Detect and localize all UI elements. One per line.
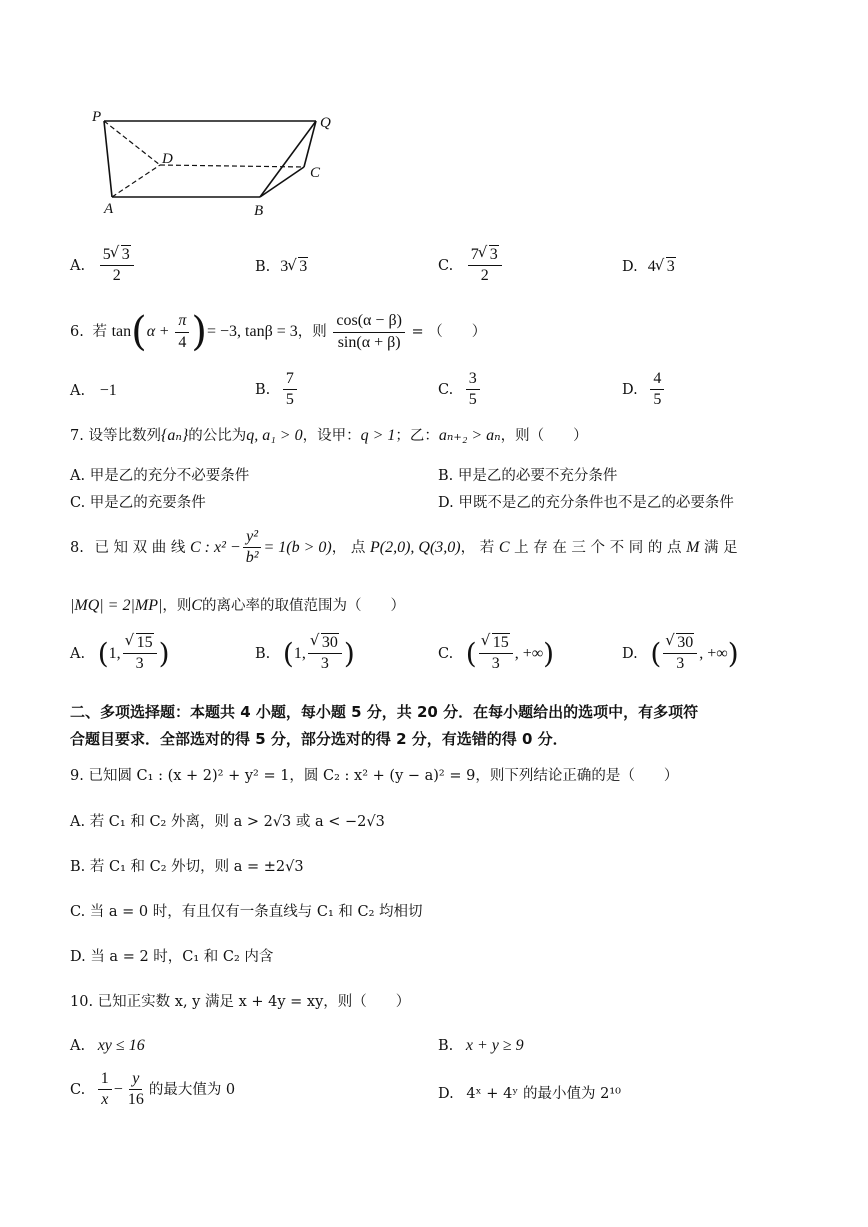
q10-option-c: C. $\frac{1}{x}$ − $\frac{y}{16}$ 的最大值为 0 <box>70 1070 236 1109</box>
fraction-cos-sin: $\frac{\cos(\alpha - \beta)}{\sin(\alpha + \beta)}$ <box>333 312 405 352</box>
q8-option-c: C. ( √ $\frac{15}{3}$ , +∞) <box>438 634 554 674</box>
label-d: D <box>162 151 173 167</box>
fraction-pi-4: $\frac{\pi}{4}$ <box>175 312 189 352</box>
q8-stem-line1: 8. 已 知 双 曲 线 C : x² − $\frac{\text{y²}}{\text{b²}}$ = 1(b > 0)， 点 P(2,0), Q(3,0)， 若 C 上 存 在 三 个 不 同 的 点 M 满 足 <box>70 528 738 567</box>
q5-option-a <box>70 246 136 286</box>
q6-stem: 6. 若 tan(α + $\frac{\pi}{4}$ )= −3, tanβ = 3，则 $\frac{\cos(\alpha - \beta)}{\sin(\alpha + \beta)}$ = （ ） <box>70 309 487 355</box>
q8-option-d: D. ( √ $\frac{30}{3}$ , +∞) <box>622 634 739 674</box>
q5-option-d: D. 4√ 3 <box>622 258 676 276</box>
q9-option-d: D. 当 a = 2 时，C₁ 和 C₂ 内含 <box>70 949 274 965</box>
section-2-heading-line1: 二、多项选择题：本题共 4 小题，每小题 5 分，共 20 分．在每小题给出的选项中，有多项符 <box>70 703 699 721</box>
option-letter: D. <box>622 259 638 275</box>
label-c: C <box>310 165 321 181</box>
q8-option-a: A. (1, √ $\frac{15}{3}$ ) <box>70 634 170 674</box>
option-letter: C. <box>438 257 454 274</box>
label-a: A <box>104 201 114 217</box>
q8-option-b: B. (1, √ $\frac{30}{3}$ ) <box>255 634 355 674</box>
option-letter: A. <box>70 257 86 274</box>
section-2-heading-line2: 合题目要求．全部选对的得 5 分，部分选对的得 2 分，有选错的得 0 分． <box>70 730 568 748</box>
q9-option-c: C. 当 a = 0 时，有且仅有一条直线与 C₁ 和 C₂ 均相切 <box>70 904 423 920</box>
label-b: B <box>254 203 264 219</box>
option-letter: B. <box>255 259 271 275</box>
label-q: Q <box>320 115 331 131</box>
prism-figure <box>90 105 350 220</box>
q9-option-a: A. 若 C₁ 和 C₂ 外离，则 a > 2√3 或 a < −2√3 <box>70 814 385 830</box>
q5-option-c <box>438 246 504 286</box>
fraction: $\frac{5√ 3}{2}$ <box>100 246 134 286</box>
q7-stem: 7. 设等比数列{aₙ}的公比为q, a₁ > 0，设甲：q > 1；乙：aₙ₊₂ > aₙ，则（ ） <box>70 427 588 444</box>
q9-stem: 9. 已知圆 C₁ : (x + 2)² + y² = 1，圆 C₂ : x² + (y − a)² = 9，则下列结论正确的是（ ） <box>70 768 679 784</box>
q6-option-d: D. $\frac{4}{5}$ <box>622 370 666 410</box>
q10-option-a: A. xy ≤ 16 <box>70 1037 145 1054</box>
q7-option-c: C. 甲是乙的充要条件 <box>70 495 206 511</box>
q10-stem: 10. 已知正实数 x, y 满足 x + 4y = xy，则（ ） <box>70 994 411 1010</box>
q7-option-d: D. 甲既不是乙的充分条件也不是乙的必要条件 <box>438 495 734 511</box>
label-p: P <box>92 109 102 125</box>
q7-option-a: A. 甲是乙的充分不必要条件 <box>70 468 250 484</box>
q10-option-b: B. x + y ≥ 9 <box>438 1037 524 1054</box>
q9-option-b: B. 若 C₁ 和 C₂ 外切，则 a = ±2√3 <box>70 859 304 875</box>
q10-option-d: D. 4ˣ + 4ʸ 的最小值为 2¹⁰ <box>438 1086 621 1102</box>
q5-option-b: B. 3√ 3 <box>255 258 308 276</box>
fraction: $\frac{7√ 3}{2}$ <box>468 246 502 286</box>
q7-option-b: B. 甲是乙的必要不充分条件 <box>438 468 618 484</box>
q6-option-c: C. $\frac{3}{5}$ <box>438 370 482 410</box>
q6-option-a: A. −1 <box>70 382 117 399</box>
q8-stem-line2: |MQ| = 2|MP|，则C的离心率的取值范围为（ ） <box>70 597 406 614</box>
q6-option-b: B. $\frac{7}{5}$ <box>255 370 299 410</box>
